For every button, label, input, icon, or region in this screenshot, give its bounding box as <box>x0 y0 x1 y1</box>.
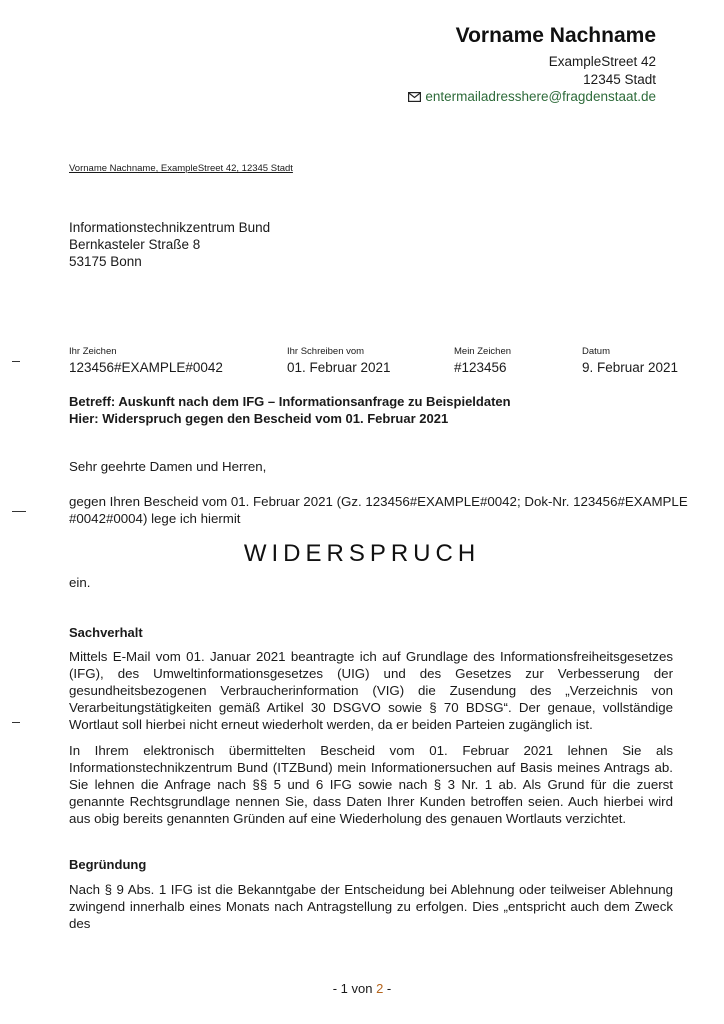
sender-email-row <box>408 89 656 104</box>
facts-paragraph-2: In Ihrem elektronisch übermittelten Bescheid vom 01. Februar 2021 lehnen Sie als Informationstechnikzentrum Bund (ITZBund) mein Informationersuchen auf Basis meines Antrags ab. Sie lehnen die Anfrage nach §§ 5 und 6 IFG sowie nach § 3 Nr. 1 ab. Als Grund für die zuerst genannte Rechtsgrundlage nennen Sie, dass Daten Ihrer Kunden betroffen seien. Auch hierbei wird aus obig bereits genannten Gründen auf eine Wiederholung des genauen Wortlauts verzichtet. <box>69 743 673 826</box>
punch-mark <box>12 511 26 512</box>
objection-title: WIDERSPRUCH <box>243 540 481 567</box>
reason-heading: Begründung <box>69 857 147 872</box>
intro-line-1: gegen Ihren Bescheid vom 01. Februar 2021 (Gz. 123456#EXAMPLE#0042; Dok-Nr. 123456#EXAMPLE <box>69 494 688 509</box>
your-letter-value: 01. Februar 2021 <box>287 360 391 375</box>
my-ref-value: #123456 <box>454 360 507 375</box>
fold-mark-bottom <box>12 722 20 723</box>
recipient-street: Bernkasteler Straße 8 <box>69 237 201 252</box>
sender-name: Vorname Nachname <box>455 24 656 47</box>
page-number-suffix: - <box>383 981 392 996</box>
recipient-city: 53175 Bonn <box>69 254 142 269</box>
reason-paragraph-1: Nach § 9 Abs. 1 IFG ist die Bekanntgabe der Entscheidung bei Ablehnung oder teilweiser Ablehnung zwingend innerhalb eines Monats nach Antragstellung zu erfolgen. Dies „entspricht auch dem Zweck des <box>69 882 673 931</box>
salutation: Sehr geehrte Damen und Herren, <box>69 459 267 474</box>
your-ref-label: Ihr Zeichen <box>69 346 117 357</box>
page-number-prefix: - 1 von <box>332 981 377 996</box>
intro-line-2: #0042#0004) lege ich hiermit <box>69 511 241 526</box>
my-ref-label: Mein Zeichen <box>454 346 512 357</box>
page-total-link[interactable]: 2 <box>376 981 384 996</box>
sender-street: ExampleStreet 42 <box>548 54 656 69</box>
sender-email-link[interactable]: entermailadresshere@fragdenstaat.de <box>425 89 656 104</box>
recipient-org: Informationstechnikzentrum Bund <box>69 220 271 235</box>
subject-line-2: Hier: Widerspruch gegen den Bescheid vom 01. Februar 2021 <box>69 411 449 426</box>
subject-line-1: Betreff: Auskunft nach dem IFG – Informationsanfrage zu Beispieldaten <box>69 394 511 409</box>
date-label: Datum <box>582 346 610 357</box>
sender-city: 12345 Stadt <box>583 72 656 87</box>
ein-text: ein. <box>69 575 91 590</box>
your-letter-label: Ihr Schreiben vom <box>287 346 365 357</box>
fold-mark-top <box>12 361 20 362</box>
page-footer <box>0 981 724 996</box>
date-value: 9. Februar 2021 <box>582 360 679 375</box>
facts-heading: Sachverhalt <box>69 625 143 640</box>
your-ref-value: 123456#EXAMPLE#0042 <box>69 360 223 375</box>
facts-paragraph-1: Mittels E-Mail vom 01. Januar 2021 beantragte ich auf Grundlage des Informationsfreiheitsgesetzes (IFG), des Umweltinformationsgesetzes (UIG) und des Gesetzes zur Verbesserung der gesundheitsbezogenen Verbraucherinformation (VIG) die Zusendung des „Verzeichnis von Verarbeitungstätigkeiten gemäß Artikel 30 DSGVO sowie § 70 BDSG“. Der genaue, vollständige Wortlaut soll hierbei nicht erneut wiederholt werden, da er beiden Parteien zugänglich ist. <box>69 649 673 732</box>
envelope-icon <box>408 92 421 102</box>
return-address: Vorname Nachname, ExampleStreet 42, 12345 Stadt <box>69 163 293 174</box>
